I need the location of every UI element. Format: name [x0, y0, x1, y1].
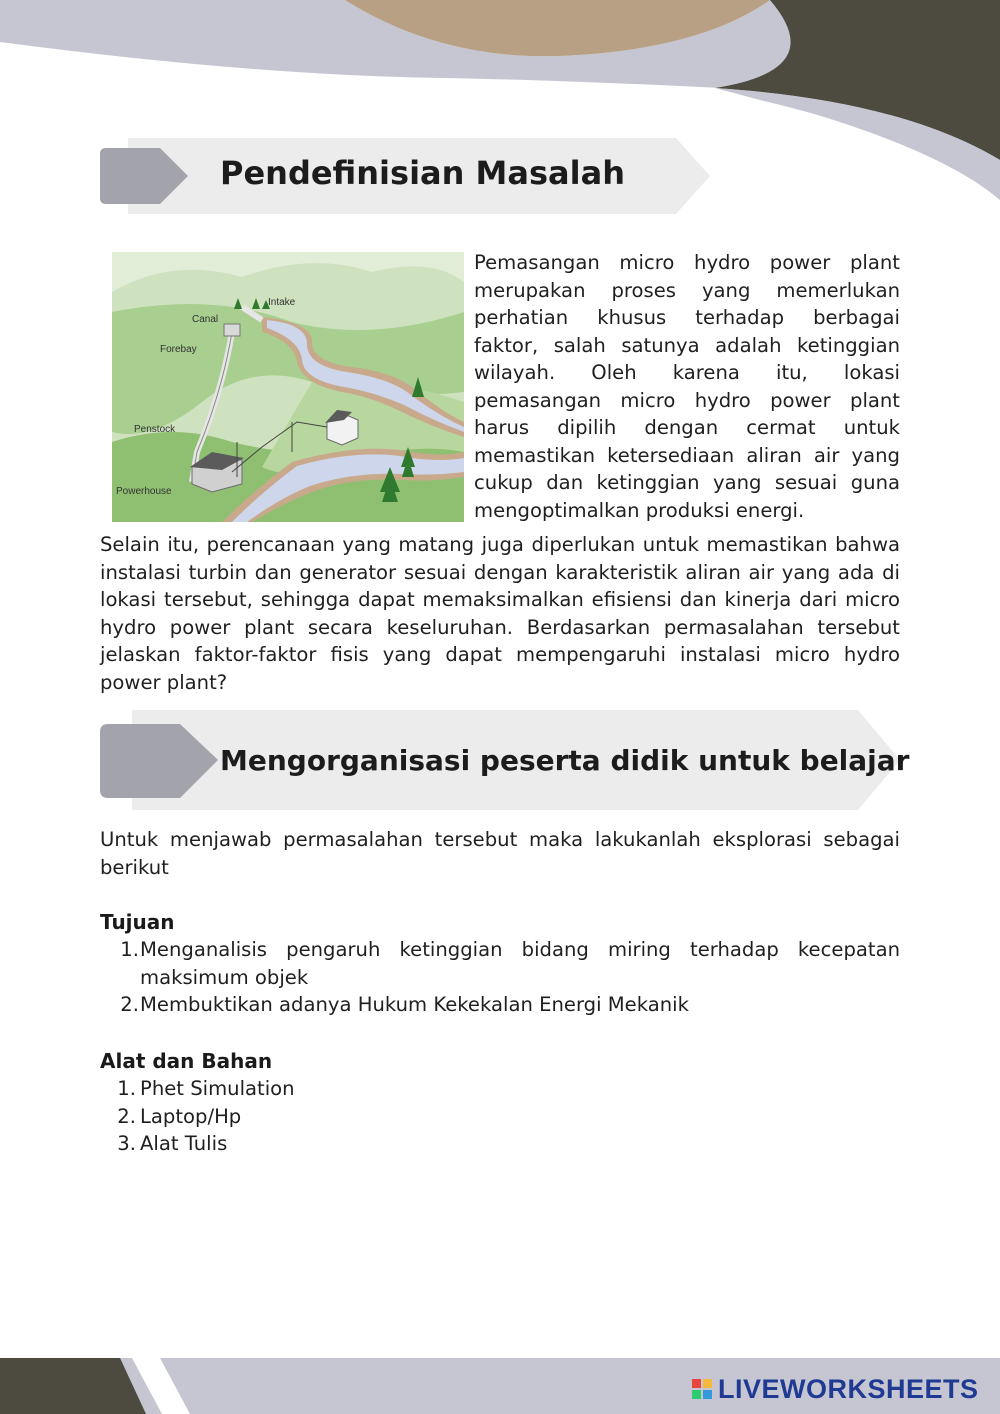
- label-intake: Intake: [268, 297, 296, 308]
- list-item: [100, 991, 900, 1019]
- objectives-heading: Tujuan: [100, 910, 175, 934]
- list-item: [100, 936, 900, 991]
- intro-paragraph: Pemasangan micro hydro power plant merupakan proses yang memerlukan perhatian khusus terhadap berbagai faktor, salah satunya adalah ketinggian wilayah. Oleh karena itu, lokasi pemasangan micro hydro power plant harus dipilih dengan cermat untuk memastikan ketersediaan aliran air yang cukup dan ketinggian yang sesuai guna mengoptimalkan produksi energi.: [474, 251, 900, 522]
- hydro-plant-diagram: [112, 252, 464, 522]
- liveworksheets-brand[interactable]: [692, 1374, 979, 1404]
- item-text: Membuktikan adanya Hukum Kekekalan Energi Mekanik: [140, 993, 689, 1016]
- section-title: Mengorganisasi peserta didik untuk belajar: [220, 744, 910, 777]
- instruction-paragraph: Untuk menjawab permasalahan tersebut maka lakukanlah eksplorasi sebagai berikut: [100, 828, 900, 879]
- logo-square-v: [692, 1390, 701, 1399]
- item-number: 1.: [117, 1077, 136, 1100]
- logo-square-l: [692, 1379, 701, 1388]
- item-text: Menganalisis pengaruh ketinggian bidang miring terhadap kecepatan maksimum objek: [140, 938, 900, 989]
- item-text: Laptop/Hp: [140, 1104, 242, 1128]
- item-number: 2.: [120, 993, 139, 1016]
- item-number: 3.: [117, 1132, 136, 1155]
- list-item: [100, 1103, 900, 1131]
- materials-heading: Alat dan Bahan: [100, 1049, 273, 1073]
- section-title: Pendefinisian Masalah: [220, 154, 625, 192]
- list-item: [100, 1130, 900, 1158]
- logo-square-i: [703, 1379, 712, 1388]
- problem-paragraph: Selain itu, perencanaan yang matang juga diperlukan untuk memastikan bahwa instalasi turbin dan generator sesuai dengan karakteristik aliran air yang ada di lokasi tersebut, sehingga dapat memaksimalkan efisiensi dan kinerja dari micro hydro power plant secara keseluruhan. Berdasarkan permasalahan tersebut jelaskan faktor-faktor fisis yang dapat mempengaruhi instalasi micro hydro power plant?: [100, 533, 900, 694]
- list-item: [100, 1075, 900, 1103]
- section-banner-problem: [100, 138, 712, 216]
- section-banner-organize: [100, 710, 910, 810]
- brand-name: LIVEWORKSHEETS: [718, 1374, 979, 1404]
- item-text: Alat Tulis: [140, 1132, 228, 1155]
- logo-square-e: [703, 1390, 712, 1399]
- label-powerhouse: Powerhouse: [116, 486, 172, 497]
- item-text: Phet Simulation: [140, 1077, 295, 1100]
- label-canal: Canal: [192, 314, 219, 325]
- item-number: 2.: [117, 1104, 136, 1128]
- materials-list: [100, 1075, 900, 1158]
- item-number: 1.: [120, 938, 139, 961]
- label-penstock: Penstock: [134, 424, 176, 435]
- objectives-list: [100, 936, 900, 1019]
- label-forebay: Forebay: [160, 344, 197, 355]
- brand-logo-icon: [692, 1379, 712, 1399]
